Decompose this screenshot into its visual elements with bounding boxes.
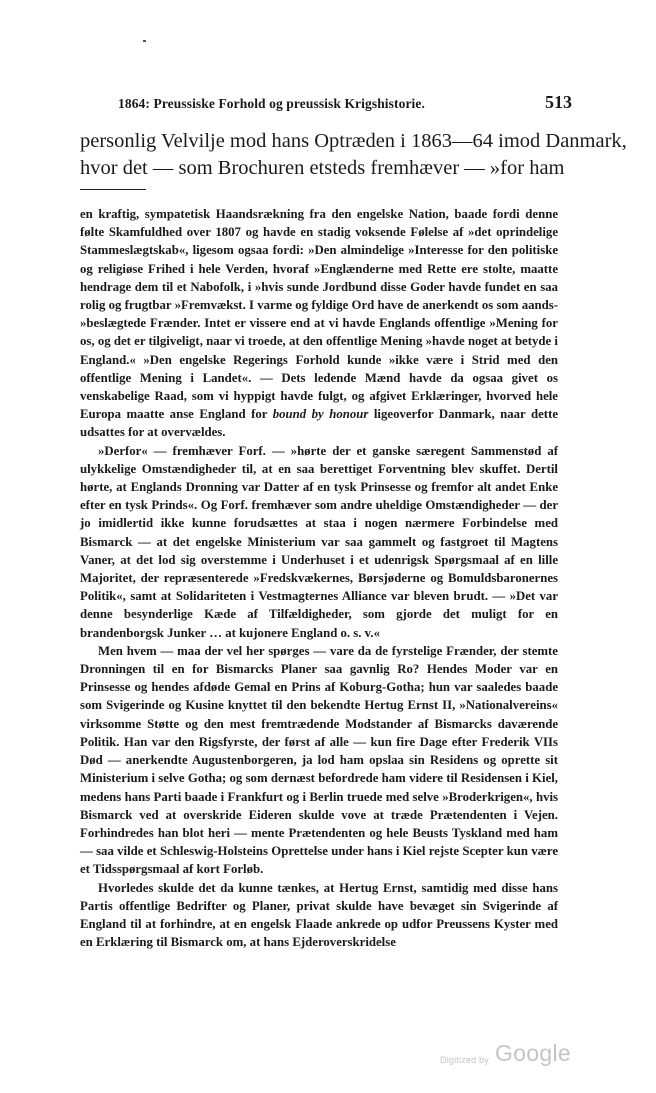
main-text [80, 128, 627, 182]
page-number: 513 [545, 92, 572, 112]
digitized-watermark [440, 1040, 580, 1070]
footnote-paragraph-3: Men hvem — maa der vel her spørges — vare da de fyrstelige Frænder, der stemte Dronningen til en for Bismarcks Planer saa gavnlig Ro? Hendes Moder var en Prinsesse og hendes afdøde Gemal en Prins af Koburg-Gotha; hun var saaledes baade som Svigerinde og Kusine knyttet til den bekendte Hertug Ernst II, »Nationalvereins« virksomme Støtte og den mest fremtrædende Modstander af Bismarcks daværende Politik. Han var den Rigsfyrste, der først af alle — kun fire Dage efter Frederik VIIs Død — anerkendte Augustenborgeren, ja lod ham opslaa sin Residens og oprette sit Ministerium i selve Gotha; og som dernæst befordrede ham videre til Residensen i Kiel, medens hans Parti baade i Frankfurt og i Berlin truede med selve »Broderkrigen«, hvis Bismarck ved at overskride Eideren skulde vove at træde Prætendenten i Vejen. Forhindredes han blot heri — mente Prætendenten og hele Beusts Tyskland med ham — saa vilde et Schleswig-Holsteins Oprettelse under hans i Kiel rejste Scepter kun være et Tidsspørgsmaal af kort Forløb. [80, 643, 558, 877]
footnote-paragraph-2: »Derfor« — fremhæver Forf. — »hørte der et ganske særegent Sammenstød af ulykkelige Omstændigheder til, at en saa berettiget Forventning blev skuffet. Dertil hørte, at Englands Dronning var Datter af en tysk Prinsesse og fremfor alt andet Enke efter en tysk Prinds«. Og Forf. fremhæver som andre uheldige Omstændigheder — der jo imidlertid ikke kunne forudsættes at staa i nogen nærmere Forbindelse med Bismarck — at det engelske Ministerium var saa gammelt og fastgroet til Magtens Vaner, at det lod sig overstemme i Underhuset i et udenrigsk Spørgsmaal af en lille Majoritet, der repræsenterede »Fredskvækernes, Børsjøderne og Bomuldsbaronernes Politik«, samt at Solidariteten i Vestmagternes Alliance var bleven brudt. — »Det var denne besynderlige Kæde af Tilfældigheder, som gjorde det muligt for en brandenborgsk Junker … at kujonere England o. s. v.« [80, 443, 558, 640]
footnote-p1-text: en kraftig, sympatetisk Haandsrækning fra den engelske Nation, baade fordi denne følte Skamfuldhed over 1807 og havde en stadig voksende Følelse af »det oprindelige Stammeslægtskab«, ligesom ogsaa fordi: »Den almindelige »Interesse for den politiske og religiøse Frihed i hele Verden, hvoraf »Englænderne med Rette ere stolte, maatte hendrage dem til et Nabofolk, i »hvis sunde Jordbund disse Goder havde fundet en saa rolig og frugtbar »Fremvækst. I varme og fyldige Ord have de anerkendt os som aands- »beslægtede Frænder. Intet er vissere end at vi havde Englands offentlige »Mening for os, og det er tilgiveligt, naar vi troede, at den offentlige Mening »havde noget at betyde i England.« »Den engelske Regerings Forhold kunde »ikke være i Strid med den offentlige Mening i Landet«. — Dets ledende Mænd havde da ogsaa givet os venskabelige Raad, som vi hyppigt havde fulgt, og afgivet Erklæringer, hvorved hele Europa maatte anse England for [80, 207, 558, 422]
footnote-paragraph-1 [80, 205, 558, 442]
footnote-p1-italic: bound by honour [272, 407, 369, 422]
footnote-separator [80, 189, 146, 190]
google-logo: Google [495, 1040, 571, 1066]
main-text-line-2: hvor det — som Brochuren etsteds fremhæver — »for ham [80, 157, 565, 179]
running-header [80, 94, 600, 114]
scan-speck [143, 40, 146, 42]
digitized-by-label: Digitized by [440, 1055, 489, 1065]
footnote-p1-tail: ligeoverfor Danmark, naar dette udsattes for at overvældes. [80, 407, 559, 440]
footnote-paragraph-4: Hvorledes skulde det da kunne tænkes, at Hertug Ernst, samtidig med disse hans Partis offentlige Bedrifter og Planer, privat skulde have bevæget sin Svigerinde af England til at forhindre, at en engelsk Flaade ankrede op udfor Preussens Kyster med en Erklæring til Bismarck om, at hans Ejderoverskridelse [80, 880, 558, 950]
main-text-line-1: personlig Velvilje mod hans Optræden i 1863—64 imod Danmark, [80, 130, 627, 152]
footnote-block [80, 205, 558, 951]
running-title: 1864: Preussiske Forhold og preussisk Krigshistorie. [118, 96, 425, 111]
